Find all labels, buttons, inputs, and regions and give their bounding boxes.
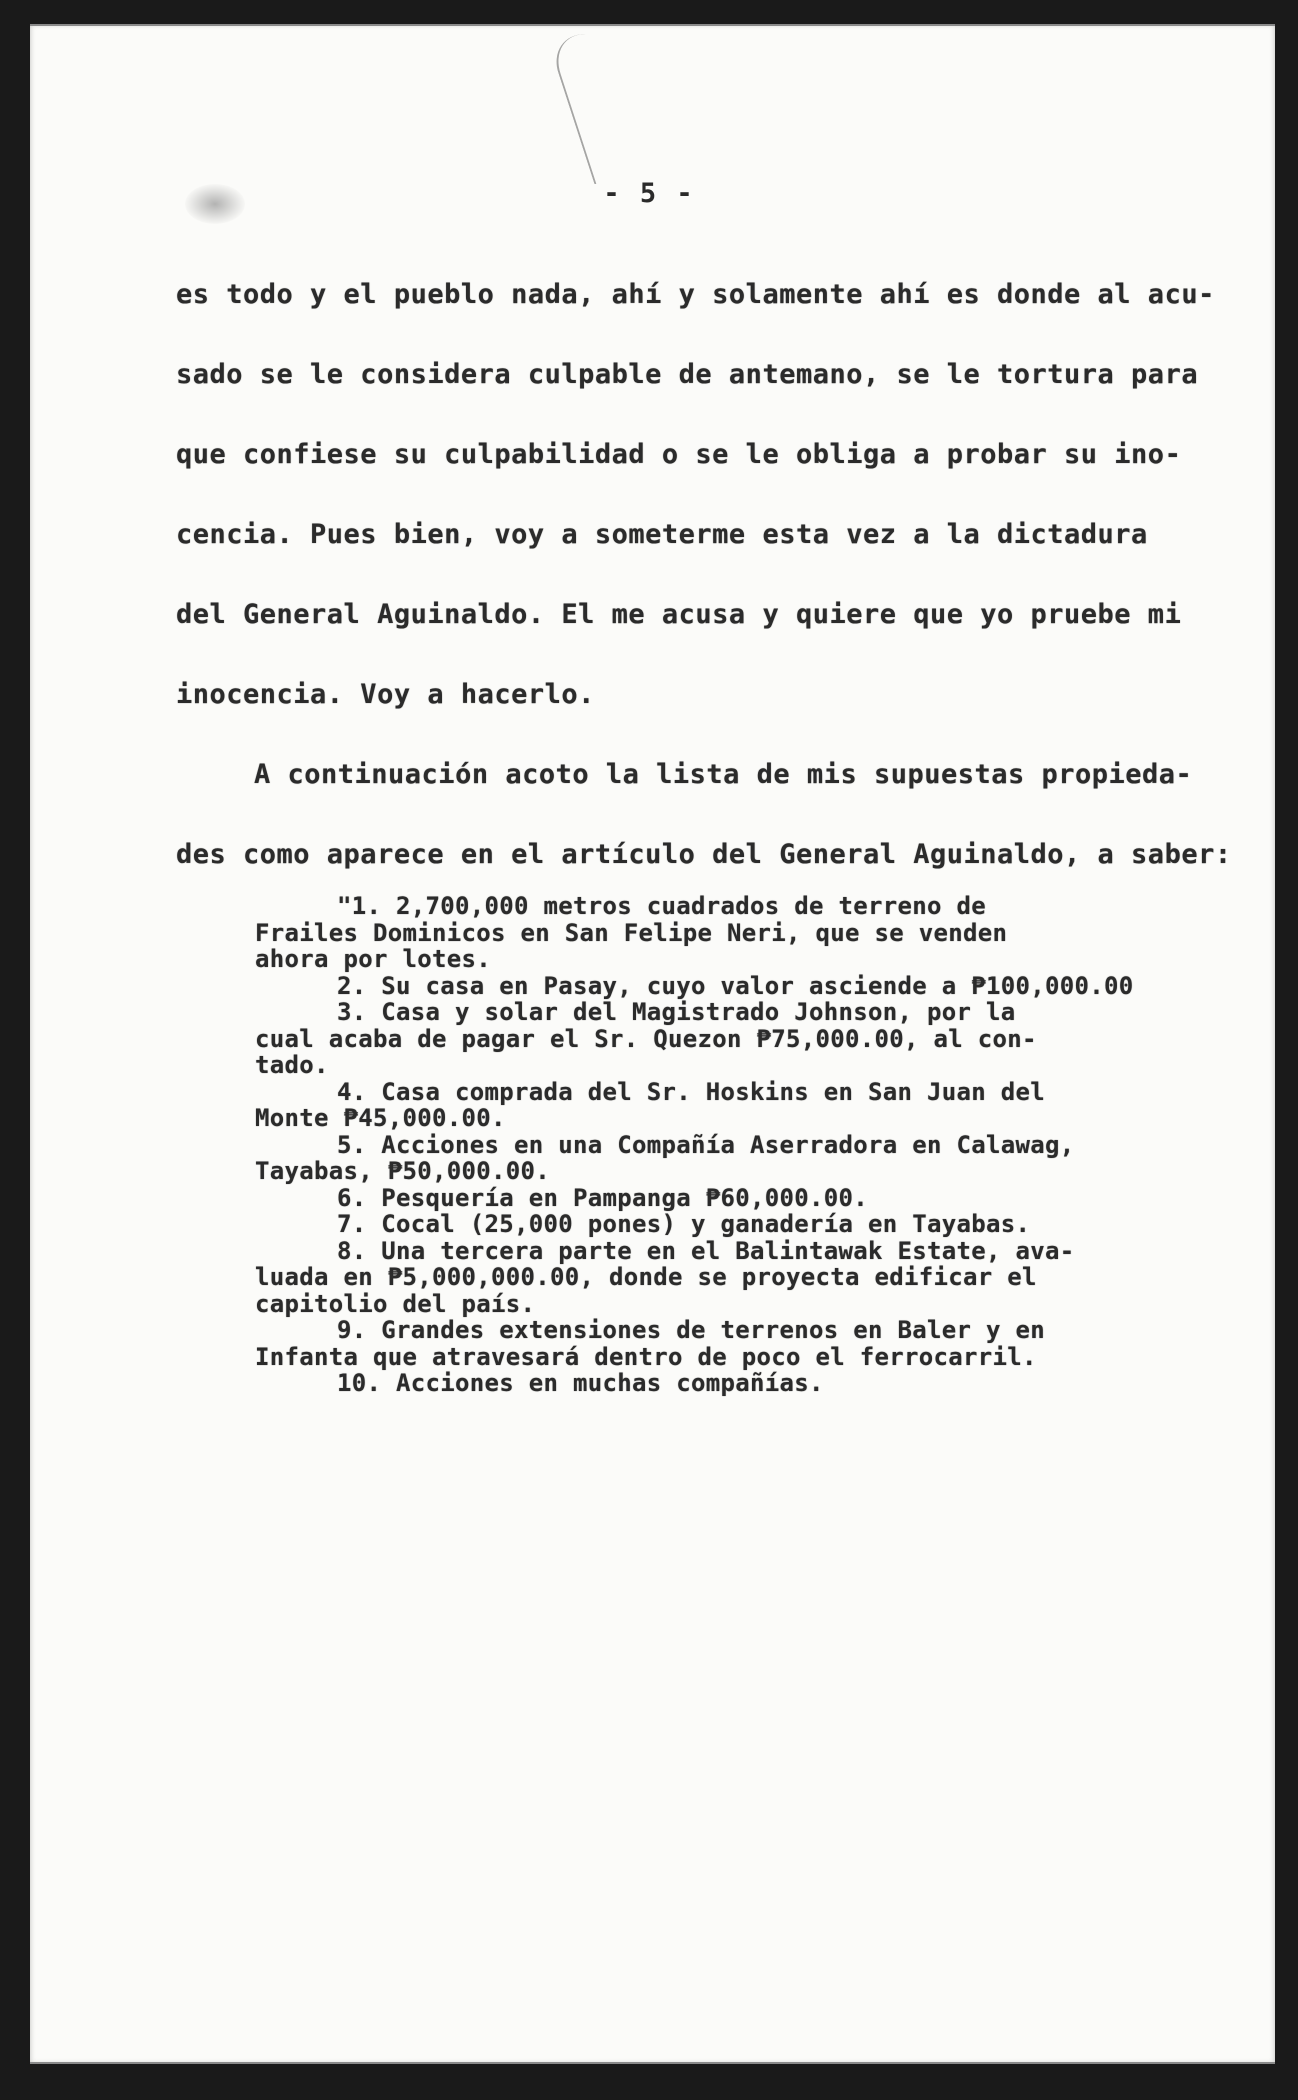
body-paragraph — [176, 255, 1232, 895]
list-item-line: Monte ₱45,000.00. — [255, 1104, 506, 1132]
list-item-line: 7. Cocal (25,000 pones) y ganadería en Tayabas. — [337, 1210, 1031, 1238]
list-item-line: 8. Una tercera parte en el Balintawak Estate, ava- — [337, 1236, 1075, 1265]
paragraph-line: cencia. Pues bien, voy a someterme esta vez a la dictadura — [176, 519, 1148, 550]
list-item-line: cual acaba de pagar el Sr. Quezon ₱75,000.00, al con- — [255, 1024, 1037, 1053]
list-item-line: Tayabas, ₱50,000.00. — [255, 1157, 550, 1185]
paragraph-line: inocencia. Voy a hacerlo. — [176, 679, 595, 710]
list-item-line: 4. Casa comprada del Sr. Hoskins en San Juan del — [337, 1077, 1045, 1106]
list-item-line: capitolio del país. — [255, 1289, 536, 1318]
list-item-line: 6. Pesquería en Pampanga ₱60,000.00. — [337, 1183, 868, 1212]
list-item-line: ahora por lotes. — [255, 945, 491, 973]
list-item-line: 3. Casa y solar del Magistrado Johnson, por la — [337, 998, 1016, 1026]
paper-bottom-edge — [30, 2062, 1275, 2064]
paragraph-line: sado se le considera culpable de antemano, se le tortura para — [176, 359, 1199, 390]
paragraph-line: es todo y el pueblo nada, ahí y solamente ahí es donde al acu- — [176, 279, 1215, 310]
list-item-line: 9. Grandes extensiones de terrenos en Baler y en — [337, 1316, 1045, 1344]
paragraph-line: que confiese su culpabilidad o se le obliga a probar su ino- — [176, 439, 1182, 470]
list-item-line: tado. — [255, 1051, 329, 1079]
paper-crease-mark — [546, 34, 687, 184]
property-list — [255, 893, 1205, 1397]
list-item-line: "1. 2,700,000 metros cuadrados de terreno de — [337, 892, 986, 920]
list-item-line: 5. Acciones en una Compañía Aserradora en Calawag, — [337, 1130, 1075, 1159]
list-item-line: Frailes Dominicos en San Felipe Neri, que se venden — [255, 918, 1008, 947]
list-item-line: 10. Acciones en muchas compañías. — [337, 1369, 824, 1397]
intro-line: A continuación acoto la lista de mis supuestas propieda- — [254, 759, 1193, 790]
list-item-line: Infanta que atravesará dentro de poco el ferrocarril. — [255, 1342, 1037, 1371]
intro-line: des como aparece en el artículo del General Aguinaldo, a saber: — [176, 839, 1232, 870]
list-item-line: luada en ₱5,000,000.00, donde se proyecta edificar el — [255, 1263, 1037, 1291]
page-number: - 5 - — [603, 178, 695, 209]
paragraph-line: del General Aguinaldo. El me acusa y quiere que yo pruebe mi — [176, 599, 1182, 630]
paper-top-edge — [30, 24, 1275, 26]
list-item-line: 2. Su casa en Pasay, cuyo valor asciende a ₱100,000.00 — [337, 971, 1134, 1000]
